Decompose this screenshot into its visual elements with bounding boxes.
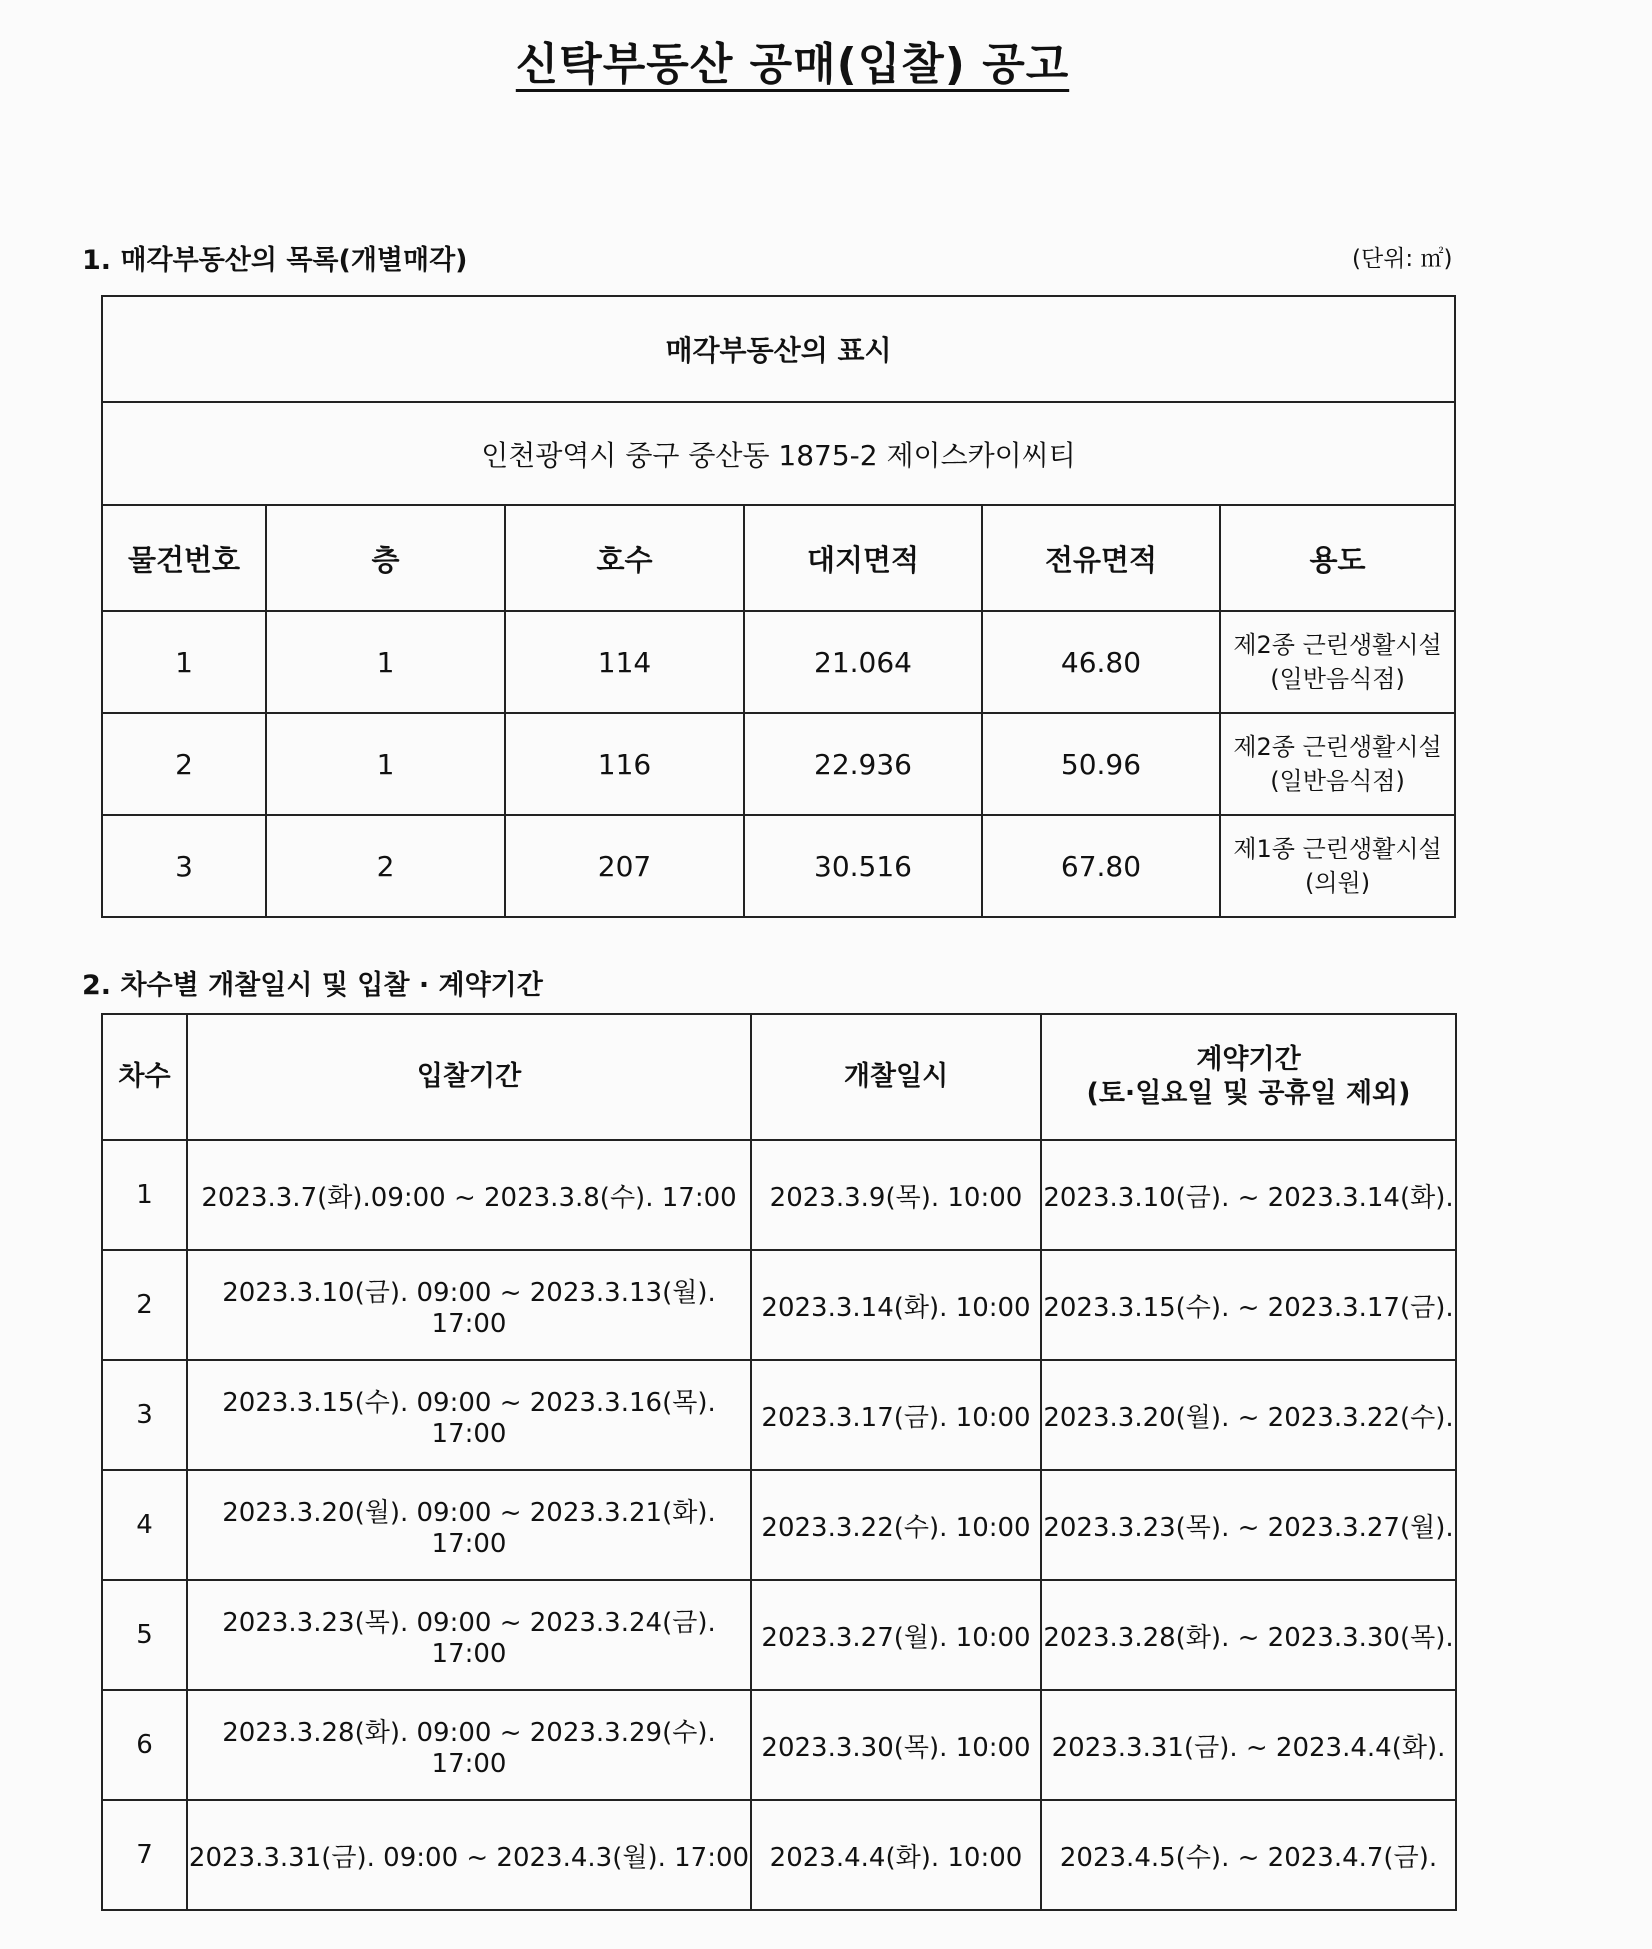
- table-row: [102, 1690, 1456, 1800]
- round: 2: [102, 1250, 187, 1360]
- unit-number: 207: [505, 815, 744, 917]
- opening-datetime: 2023.3.9(목). 10:00: [751, 1140, 1041, 1250]
- contract-period: 2023.3.10(금). ~ 2023.3.14(화).: [1041, 1140, 1456, 1250]
- bid-period: 2023.3.31(금). 09:00 ~ 2023.4.3(월). 17:00: [187, 1800, 751, 1910]
- floor: 1: [266, 713, 505, 815]
- use-type: 제1종 근린생활시설: [1233, 835, 1442, 863]
- opening-datetime: 2023.3.27(월). 10:00: [751, 1580, 1041, 1690]
- unit-label: (단위: ㎡): [1352, 246, 1453, 272]
- exclusive-area: 67.80: [982, 815, 1220, 917]
- item-number: 1: [102, 611, 266, 713]
- contract-period: 2023.3.15(수). ~ 2023.3.17(금).: [1041, 1250, 1456, 1360]
- bid-period: 2023.3.7(화).09:00 ~ 2023.3.8(수). 17:00: [187, 1140, 751, 1250]
- col-round: 차수: [102, 1014, 187, 1140]
- table-row: [102, 815, 1455, 917]
- col-opening: 개찰일시: [751, 1014, 1041, 1140]
- round: 1: [102, 1140, 187, 1250]
- table-row: [102, 713, 1455, 815]
- round: 7: [102, 1800, 187, 1910]
- table-row: [102, 1250, 1456, 1360]
- section2-heading: 2. 차수별 개찰일시 및 입찰 · 계약기간: [82, 970, 543, 1001]
- property-address: 인천광역시 중구 중산동 1875-2 제이스카이씨티: [102, 402, 1455, 505]
- contract-period: 2023.3.23(목). ~ 2023.3.27(월).: [1041, 1470, 1456, 1580]
- table-row: [102, 1140, 1456, 1250]
- col-item-number: 물건번호: [102, 505, 266, 611]
- schedule-table: [101, 1013, 1457, 1911]
- contract-period: 2023.4.5(수). ~ 2023.4.7(금).: [1041, 1800, 1456, 1910]
- bid-period: 2023.3.15(수). 09:00 ~ 2023.3.16(목). 17:00: [187, 1360, 751, 1470]
- table-row: [102, 1800, 1456, 1910]
- bid-period: 2023.3.28(화). 09:00 ~ 2023.3.29(수). 17:00: [187, 1690, 751, 1800]
- bid-period: 2023.3.10(금). 09:00 ~ 2023.3.13(월). 17:00: [187, 1250, 751, 1360]
- floor: 2: [266, 815, 505, 917]
- land-area: 21.064: [744, 611, 982, 713]
- contract-period: 2023.3.20(월). ~ 2023.3.22(수).: [1041, 1360, 1456, 1470]
- round: 6: [102, 1690, 187, 1800]
- opening-datetime: 2023.3.22(수). 10:00: [751, 1470, 1041, 1580]
- item-number: 2: [102, 713, 266, 815]
- col-use: 용도: [1220, 505, 1455, 611]
- opening-datetime: 2023.3.30(목). 10:00: [751, 1690, 1041, 1800]
- use-type: 제2종 근린생활시설: [1233, 631, 1442, 659]
- opening-datetime: 2023.4.4(화). 10:00: [751, 1800, 1041, 1910]
- use: [1220, 815, 1455, 917]
- col-exclusive-area: 전유면적: [982, 505, 1220, 611]
- contract-period: 2023.3.31(금). ~ 2023.4.4(화).: [1041, 1690, 1456, 1800]
- opening-datetime: 2023.3.17(금). 10:00: [751, 1360, 1041, 1470]
- use: [1220, 713, 1455, 815]
- use: [1220, 611, 1455, 713]
- page-title-text: 신탁부동산 공매(입찰) 공고: [515, 39, 1070, 90]
- use-type: 제2종 근린생활시설: [1233, 733, 1442, 761]
- round: 5: [102, 1580, 187, 1690]
- unit-number: 114: [505, 611, 744, 713]
- exclusive-area: 46.80: [982, 611, 1220, 713]
- property-list-table: [101, 295, 1456, 918]
- col-bid-period: 입찰기간: [187, 1014, 751, 1140]
- section1-heading: 1. 매각부동산의 목록(개별매각): [82, 245, 468, 276]
- exclusive-area: 50.96: [982, 713, 1220, 815]
- bid-period: 2023.3.23(목). 09:00 ~ 2023.3.24(금). 17:00: [187, 1580, 751, 1690]
- col-contract-title: 계약기간: [1196, 1044, 1301, 1075]
- use-detail: (일반음식점): [1270, 767, 1405, 795]
- round: 4: [102, 1470, 187, 1580]
- col-land-area: 대지면적: [744, 505, 982, 611]
- table-row: [102, 1580, 1456, 1690]
- contract-period: 2023.3.28(화). ~ 2023.3.30(목).: [1041, 1580, 1456, 1690]
- page-title: [0, 28, 1585, 92]
- use-detail: (의원): [1304, 869, 1371, 897]
- col-unit: 호수: [505, 505, 744, 611]
- use-detail: (일반음식점): [1270, 665, 1405, 693]
- bid-period: 2023.3.20(월). 09:00 ~ 2023.3.21(화). 17:00: [187, 1470, 751, 1580]
- floor: 1: [266, 611, 505, 713]
- land-area: 22.936: [744, 713, 982, 815]
- unit-number: 116: [505, 713, 744, 815]
- opening-datetime: 2023.3.14(화). 10:00: [751, 1250, 1041, 1360]
- col-contract-note: (토·일요일 및 공휴일 제외): [1086, 1078, 1411, 1109]
- table-row: [102, 1360, 1456, 1470]
- col-floor: 층: [266, 505, 505, 611]
- property-table-title: 매각부동산의 표시: [102, 296, 1455, 402]
- round: 3: [102, 1360, 187, 1470]
- table-row: [102, 1470, 1456, 1580]
- table-row: [102, 611, 1455, 713]
- land-area: 30.516: [744, 815, 982, 917]
- item-number: 3: [102, 815, 266, 917]
- col-contract-period: [1041, 1014, 1456, 1140]
